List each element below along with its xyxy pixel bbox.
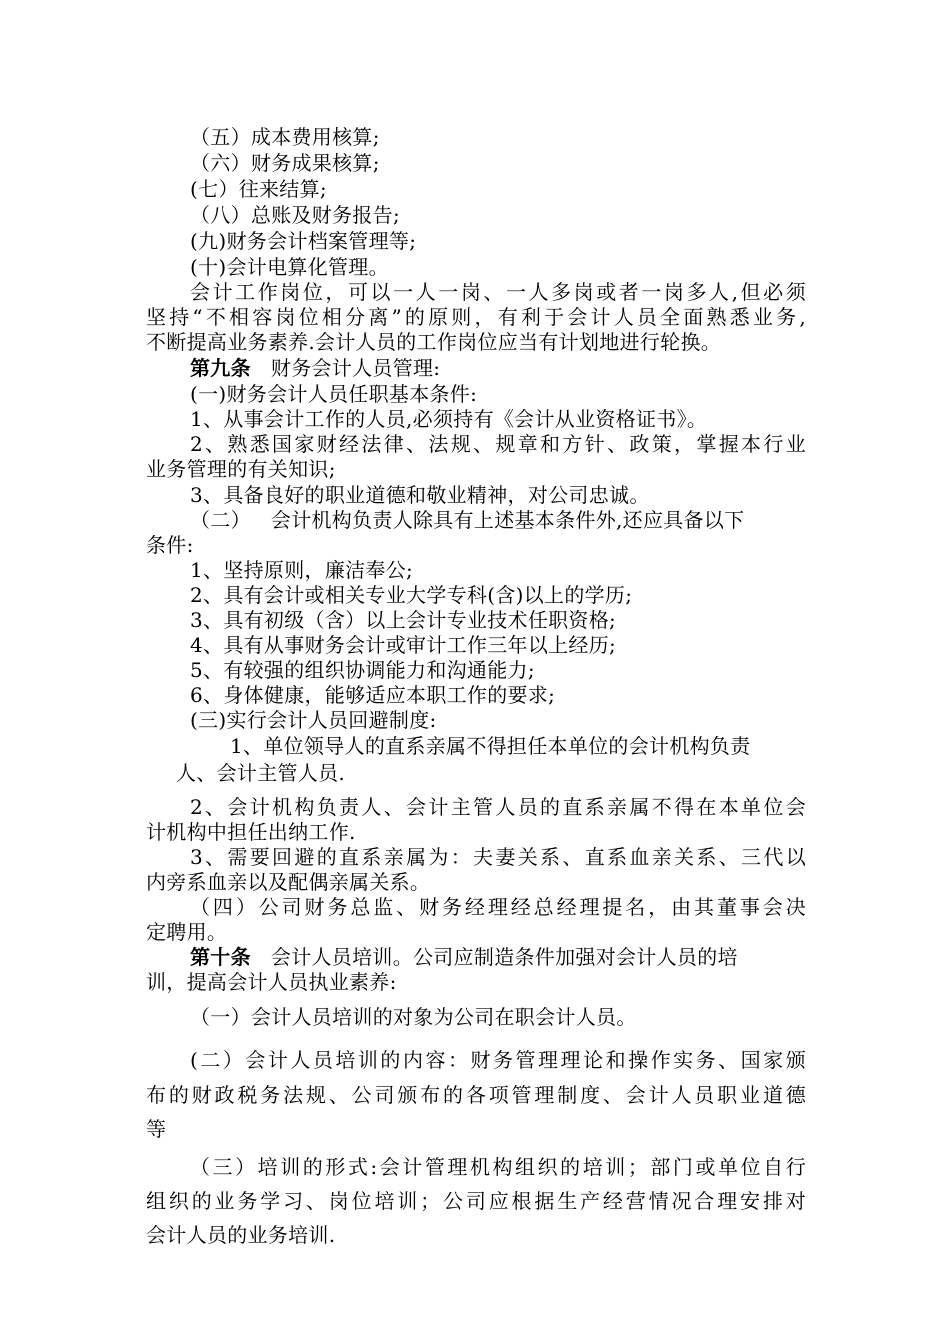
text-line: （六）财务成果核算; — [190, 151, 380, 175]
text-line: 5、有较强的组织协调能力和沟通能力; — [190, 658, 535, 682]
article-title: 会计人员培训。公司应制造条件加强对会计人员的培 — [270, 945, 738, 969]
text-line: 业务管理的有关知识; — [146, 457, 336, 481]
text-line: 1、从事会计工作的人员,必须持有《会计从业资格证书》。 — [190, 407, 708, 431]
text-line: (十)会计电算化管理。 — [190, 255, 389, 279]
text-line: 条件: — [146, 533, 194, 557]
text-line: （三）培训的形式:会计管理机构组织的培训；部门或单位自行 — [190, 1155, 806, 1179]
text-line: 组织的业务学习、岗位培训；公司应根据生产经营情况合理安排对 — [146, 1189, 806, 1213]
article-number: 第九条 — [190, 356, 251, 380]
text-line: 人、会计主管人员. — [176, 761, 346, 785]
text-line: 3、具有初级（含）以上会计专业技术任职资格; — [190, 608, 617, 632]
text-line: 2、熟悉国家财经法律、法规、规章和方针、政策，掌握本行业 — [190, 432, 806, 456]
text-line: 会计工作岗位，可以一人一岗、一人多岗或者一岗多人,但必须 — [190, 280, 806, 304]
text-line: 6、身体健康，能够适应本职工作的要求; — [190, 683, 556, 707]
text-line: 等 — [146, 1117, 167, 1141]
text-line: (七）往来结算; — [190, 177, 327, 201]
text-line: 内旁系血亲以及配偶亲属关系。 — [146, 870, 431, 894]
text-line: 3、需要回避的直系亲属为：夫妻关系、直系血亲关系、三代以 — [190, 845, 806, 869]
text-line: 定聘用。 — [146, 920, 228, 944]
article-heading-10 — [190, 944, 738, 970]
text-line: 1、单位领导人的直系亲属不得担任本单位的会计机构负责 — [230, 734, 751, 758]
text-line: 会计人员的业务培训. — [146, 1223, 336, 1247]
text-line: 坚持“不相容岗位相分离”的原则，有利于会计人员全面熟悉业务, — [146, 305, 806, 329]
text-line: 不断提高业务素养.会计人员的工作岗位应当有计划地进行轮换。 — [146, 330, 722, 354]
text-line: （八）总账及财务报告; — [190, 203, 401, 227]
article-heading-9 — [190, 355, 440, 381]
text-line: 2、会计机构负责人、会计主管人员的直系亲属不得在本单位会 — [190, 795, 806, 819]
text-line: 训，提高会计人员执业素养: — [146, 970, 397, 994]
clause-text: 会计机构负责人除具有上述基本条件外,还应具备以下 — [270, 508, 745, 532]
text-line: (一)财务会计人员任职基本条件: — [190, 382, 478, 406]
text-line: 4、具有从事财务会计或审计工作三年以上经历; — [190, 633, 617, 657]
text-line: 1、坚持原则，廉洁奉公; — [190, 558, 414, 582]
text-line: 2、具有会计或相关专业大学专科(含)以上的学历; — [190, 583, 633, 607]
text-line: 布的财政税务法规、公司颁布的各项管理制度、会计人员职业道德 — [146, 1083, 806, 1107]
text-line: 计机构中担任出纳工作. — [146, 820, 356, 844]
text-line: 3、具备良好的职业道德和敬业精神，对公司忠诚。 — [190, 483, 650, 507]
article-title: 财务会计人员管理: — [270, 356, 441, 380]
text-line: (二）会计人员培训的内容：财务管理理论和操作实务、国家颁 — [190, 1048, 806, 1072]
text-line: （一）会计人员培训的对象为公司在职会计人员。 — [190, 1005, 637, 1029]
article-number: 第十条 — [190, 945, 251, 969]
clause-number: （二） — [190, 508, 251, 532]
text-line: (九)财务会计档案管理等; — [190, 229, 417, 253]
text-line: （五）成本费用核算; — [190, 125, 380, 149]
text-line: （四）公司财务总监、财务经理经总经理提名，由其董事会决 — [190, 895, 806, 919]
text-line — [190, 507, 744, 533]
text-line: (三)实行会计人员回避制度: — [190, 708, 437, 732]
